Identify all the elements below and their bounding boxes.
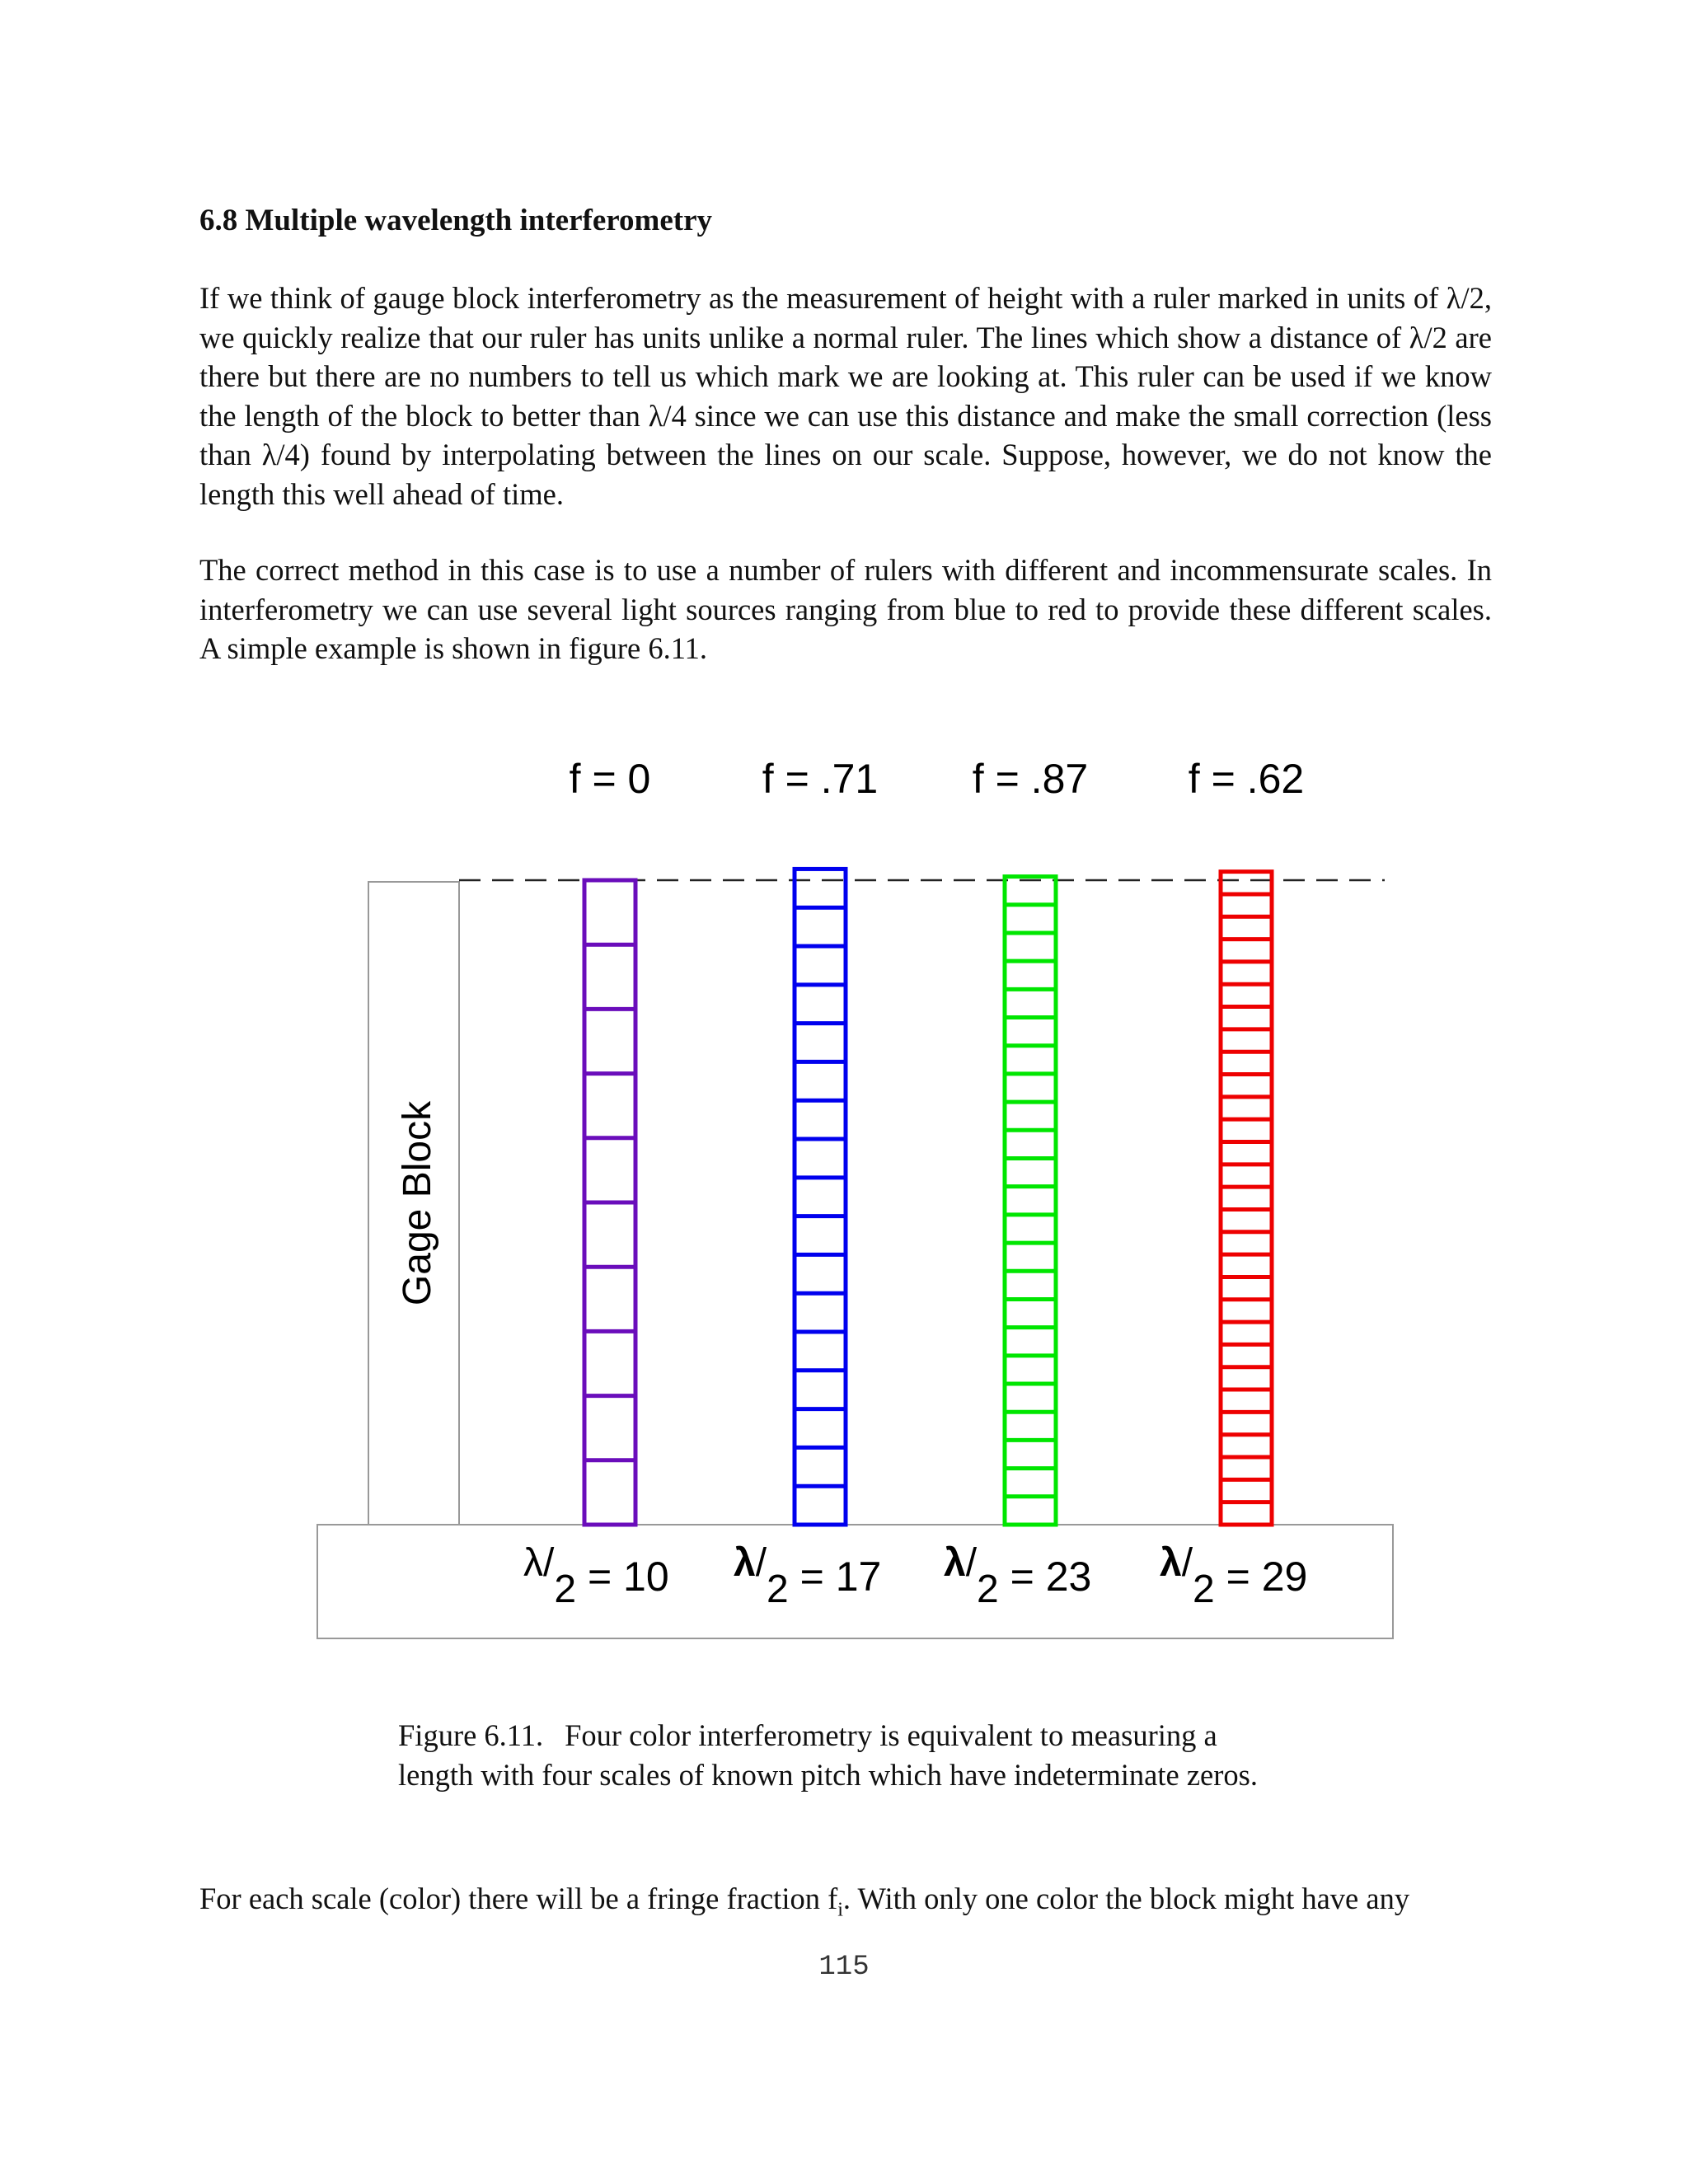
p3-text-start: For each scale (color) there will be a fringe fraction f <box>199 1882 838 1915</box>
scale-label-2: λ/2 = 17 <box>734 1541 882 1611</box>
ruler-3-frame <box>1005 877 1056 1525</box>
paragraph-fringe-fraction <box>199 1879 1492 1930</box>
fringe-fraction-label-4: f = .62 <box>1188 756 1305 802</box>
scale-label-3: λ/2 = 23 <box>944 1541 1092 1611</box>
ruler-2-frame <box>795 869 846 1525</box>
paragraph-multiple-rulers: The correct method in this case is to use a number of rulers with different and incommensurate scales. In interferometry we can use several light sources ranging from blue to red to provide these different scales. A simple example is shown in figure 6.11. <box>199 553 1492 665</box>
caption-text: Four color interferometry is equivalent to measuring a length with four scales of known pitch which have indeterminate zeros. <box>398 1718 1258 1792</box>
ruler-scales <box>523 756 1307 1611</box>
ruler-1 <box>523 756 669 1611</box>
ruler-3 <box>944 756 1091 1611</box>
gage-block-label: Gage Block <box>396 1100 439 1306</box>
fringe-fraction-label-3: f = .87 <box>972 756 1089 802</box>
paragraph-ruler-analogy: If we think of gauge block interferometry as the measurement of height with a ruler marked in units of λ/2, we quickly realize that our ruler has units unlike a normal ruler. The lines which show a distance of λ/2 are there but there are no numbers to tell us which mark we are looking at. This ruler can be used if we know the length of the block to better than λ/4 since we can use this distance and make the small correction (less than λ/4) found by interpolating between the lines on our scale. Suppose, however, we do not know the length this well ahead of time. <box>199 281 1492 511</box>
ruler-4-frame <box>1221 872 1272 1525</box>
scale-label-1: λ/2 = 10 <box>523 1541 669 1611</box>
caption-label: Figure 6.11. <box>398 1718 544 1752</box>
p3-subscript: i <box>837 1899 843 1921</box>
section-heading: 6.8 Multiple wavelength interferometry <box>199 204 712 237</box>
ruler-4 <box>1160 756 1307 1611</box>
scale-label-4: λ/2 = 29 <box>1160 1541 1308 1611</box>
ruler-2 <box>734 756 881 1611</box>
figure-6-11-diagram <box>0 725 1688 1657</box>
fringe-fraction-label-2: f = .71 <box>762 756 879 802</box>
page-number: 115 <box>818 1952 870 1983</box>
p3-text-end: . With only one color the block might have any <box>842 1882 1410 1915</box>
fringe-fraction-label-1: f = 0 <box>569 756 651 802</box>
figure-caption <box>398 1716 1292 1794</box>
